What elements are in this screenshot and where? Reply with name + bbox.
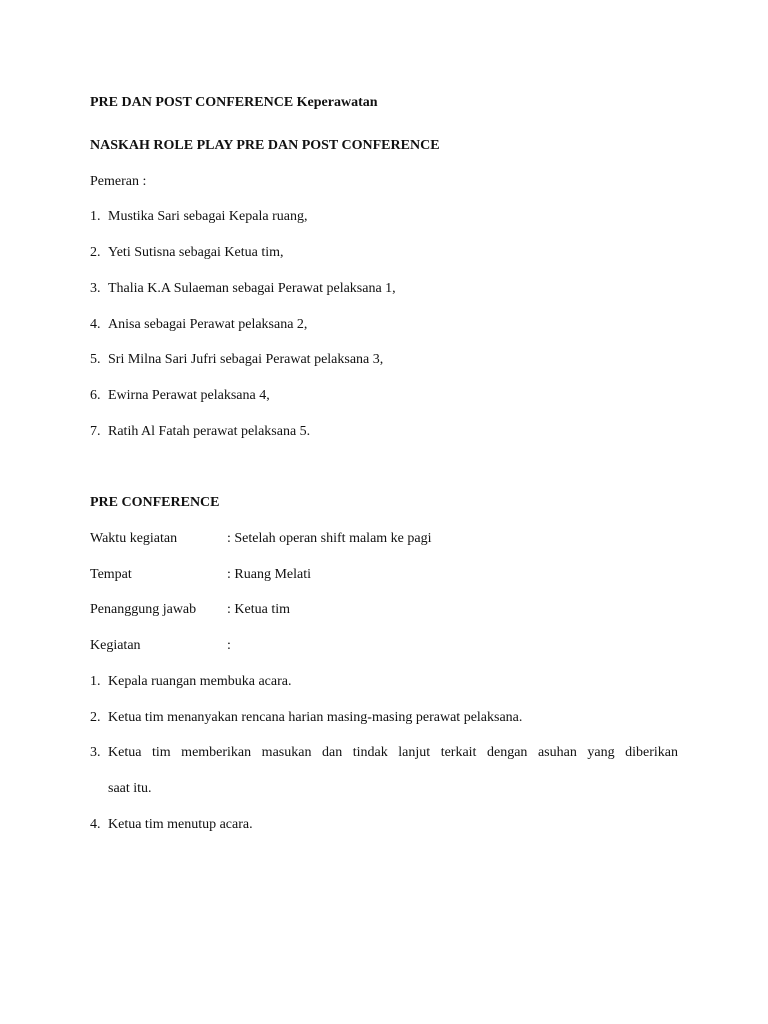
list-text-continued: saat itu. (108, 781, 152, 796)
detail-value: : Ruang Melati (227, 567, 311, 582)
cast-label: Pemeran : (90, 174, 147, 189)
detail-label: Waktu kegiatan (90, 531, 178, 546)
list-text: Anisa sebagai Perawat pelaksana 2, (108, 317, 308, 332)
detail-value: : Setelah operan shift malam ke pagi (227, 531, 432, 546)
list-text: Kepala ruangan membuka acara. (108, 674, 292, 689)
list-number: 7. (90, 424, 101, 439)
detail-value: : Ketua tim (227, 602, 290, 617)
list-text: Mustika Sari sebagai Kepala ruang, (108, 209, 308, 224)
list-number: 2. (90, 710, 101, 725)
list-text: Ewirna Perawat pelaksana 4, (108, 388, 270, 403)
list-text: Ketua tim memberikan masukan dan tindak lanjut terkait dengan asuhan yang diberikan (108, 745, 678, 760)
section-heading-pre-conference: PRE CONFERENCE (90, 495, 220, 510)
list-number: 1. (90, 674, 101, 689)
detail-label: Kegiatan (90, 638, 141, 653)
list-number: 3. (90, 745, 101, 760)
list-number: 5. (90, 352, 101, 367)
list-text: Ratih Al Fatah perawat pelaksana 5. (108, 424, 311, 439)
list-text: Yeti Sutisna sebagai Ketua tim, (108, 245, 284, 260)
list-number: 3. (90, 281, 101, 296)
list-text: Ketua tim menutup acara. (108, 817, 253, 832)
document-subtitle: NASKAH ROLE PLAY PRE DAN POST CONFERENCE (90, 138, 440, 153)
list-text: Sri Milna Sari Jufri sebagai Perawat pelaksana 3, (108, 352, 384, 367)
detail-label: Penanggung jawab (90, 602, 197, 617)
list-number: 6. (90, 388, 101, 403)
list-text: Ketua tim menanyakan rencana harian masing-masing perawat pelaksana. (108, 710, 523, 725)
document-title: PRE DAN POST CONFERENCE Keperawatan (90, 95, 378, 110)
detail-value: : (227, 638, 231, 653)
detail-label: Tempat (90, 567, 132, 582)
list-number: 2. (90, 245, 101, 260)
list-number: 4. (90, 817, 101, 832)
list-text: Thalia K.A Sulaeman sebagai Perawat pelaksana 1, (108, 281, 396, 296)
list-number: 4. (90, 317, 101, 332)
list-number: 1. (90, 209, 101, 224)
